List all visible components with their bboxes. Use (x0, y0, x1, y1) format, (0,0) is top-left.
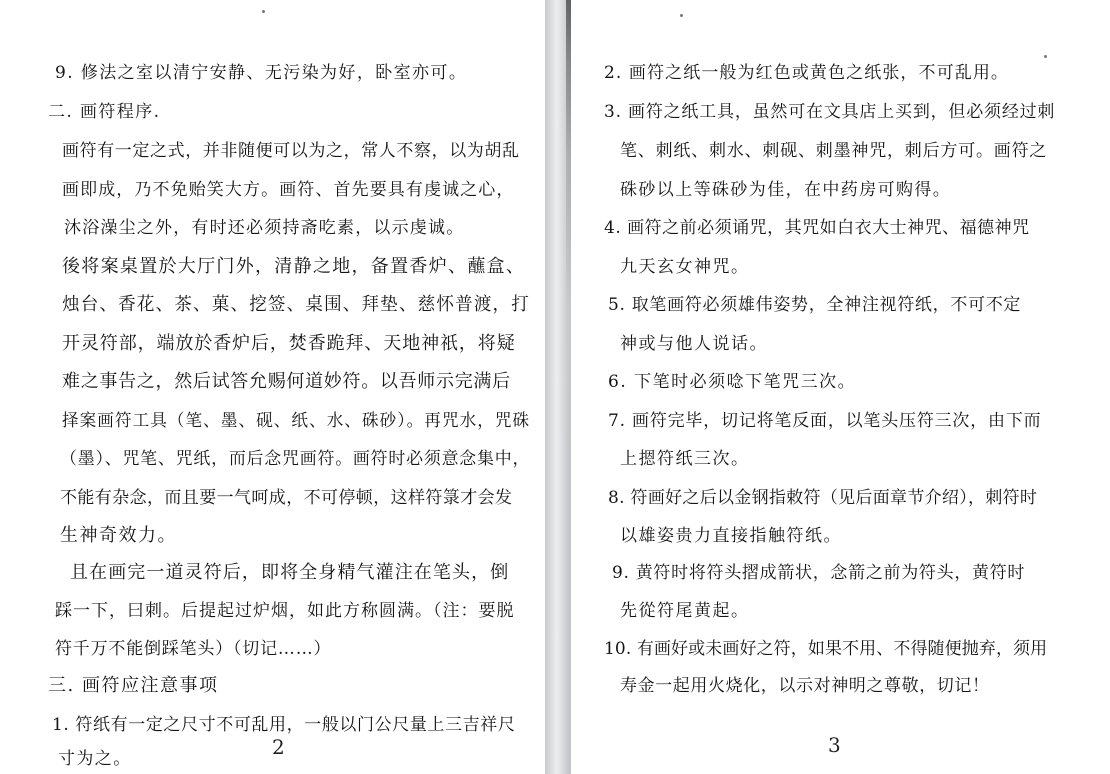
left_page-text-line: 三. 画符应注意事项 (48, 675, 219, 696)
left_page-text-line: 画即成，乃不免贻笑大方。画符、首先要具有虔诚之心， (62, 180, 515, 200)
right_page-text-line: 9. 黄符时将符头摺成箭状，念箭之前为符头，黄符时 (612, 563, 1026, 583)
right_page-text-line: 以雄姿贵力直接指触符纸。 (620, 526, 842, 546)
right_page-text-line: 6. 下笔时必须唸下笔咒三次。 (608, 372, 857, 392)
right_page-text-line: 九天玄女神咒。 (620, 257, 750, 277)
left_page-text-line: 画符有一定之式，并非随便可以为之，常人不察，以为胡乱 (62, 141, 520, 161)
left_page-text-line: 开灵符部，端放於香炉后，焚香跪拜、天地神祇，将疑 (62, 333, 516, 354)
left_page-text-line: 1. 符纸有一定之尺寸不可乱用，一般以门公尺量上三吉祥尺 (52, 715, 516, 735)
scan-speck (1044, 55, 1047, 58)
left_page-text-line: 择案画符工具（笔、墨、砚、纸、水、硃砂）。再咒水，咒硃 (62, 411, 531, 431)
right_page-text-line: 3. 画符之纸工具，虽然可在文具店上买到，但必须经过刺 (604, 102, 1056, 122)
page-number-right: 3 (828, 733, 841, 757)
right_page-text-line: 8. 符画好之后以金钢指敕符（见后面章节介绍），刺符时 (608, 488, 1038, 508)
right_page-text-line: 5. 取笔画符必须雄伟姿势，全神注视符纸，不可不定 (608, 295, 1022, 315)
right_page-text-line: 7. 画符完毕，切记将笔反面，以笔头压符三次，由下而 (608, 411, 1042, 431)
left_page-text-line: 9. 修法之室以清宁安静、无污染为好，卧室亦可。 (55, 63, 468, 83)
right_page-text-line: 10. 有画好或未画好之符，如果不用、不得随便抛弃，须用 (604, 639, 1048, 659)
left_page-text-line: 烛台、香花、茶、菓、挖签、桌围、拜垫、慈怀普渡，打 (62, 294, 530, 315)
right_page-text-line: 寿金一起用火烧化，以示对神明之尊敬，切记！ (620, 676, 990, 696)
left_page-text-line: 二. 画符程序. (48, 102, 161, 122)
left_page-text-line: 沐浴澡尘之外，有时还必须持斋吃素，以示虔诚。 (64, 218, 465, 238)
left_page-text-line: 生神奇效力。 (60, 525, 177, 546)
left_page-text-line: 且在画完一道灵符后，即将全身精气灌注在笔头，倒 (70, 562, 510, 583)
left_page-text-line: 踩一下，曰刺。后提起过炉烟，如此方称圆满。（注：要脱 (55, 601, 515, 621)
right_page-text-line: 上摁符纸三次。 (620, 449, 750, 469)
scan-speck (262, 10, 265, 13)
left_page-text-line: 符千万不能倒踩笔头）（切记……） (55, 639, 332, 659)
scan-speck (680, 14, 683, 17)
left_page-text-line: 难之事告之，然后试答允赐何道妙符。以吾师示完满后 (62, 371, 511, 392)
left_page-text-line: （墨）、咒笔、咒纸，而后念咒画符。画符时必须意念集中， (60, 449, 531, 469)
left_page-text-line: 不能有杂念，而且要一气呵成，不可停顿，这样符箓才会发 (60, 488, 513, 508)
right_page-text-line: 4. 画符之前必须诵咒，其咒如白衣大士神咒、福德神咒 (604, 218, 1030, 238)
right_page-text-line: 神或与他人说话。 (620, 334, 768, 354)
right_page-text-line: 2. 画符之纸一般为红色或黄色之纸张，不可乱用。 (604, 63, 1010, 83)
left_page-text-line: 寸为之。 (58, 749, 132, 769)
right_page-text-line: 笔、刺纸、刺水、刺砚、刺墨神咒，刺后方可。画符之 (620, 141, 1048, 161)
right_page-text-line: 硃砂以上等硃砂为佳，在中药房可购得。 (620, 180, 952, 200)
left_page-text-line: 後将案桌置於大厅门外，清静之地，备置香炉、蘸盒、 (62, 256, 526, 277)
right_page-text-line: 先從符尾黄起。 (620, 601, 750, 621)
page-number-left: 2 (272, 735, 285, 759)
